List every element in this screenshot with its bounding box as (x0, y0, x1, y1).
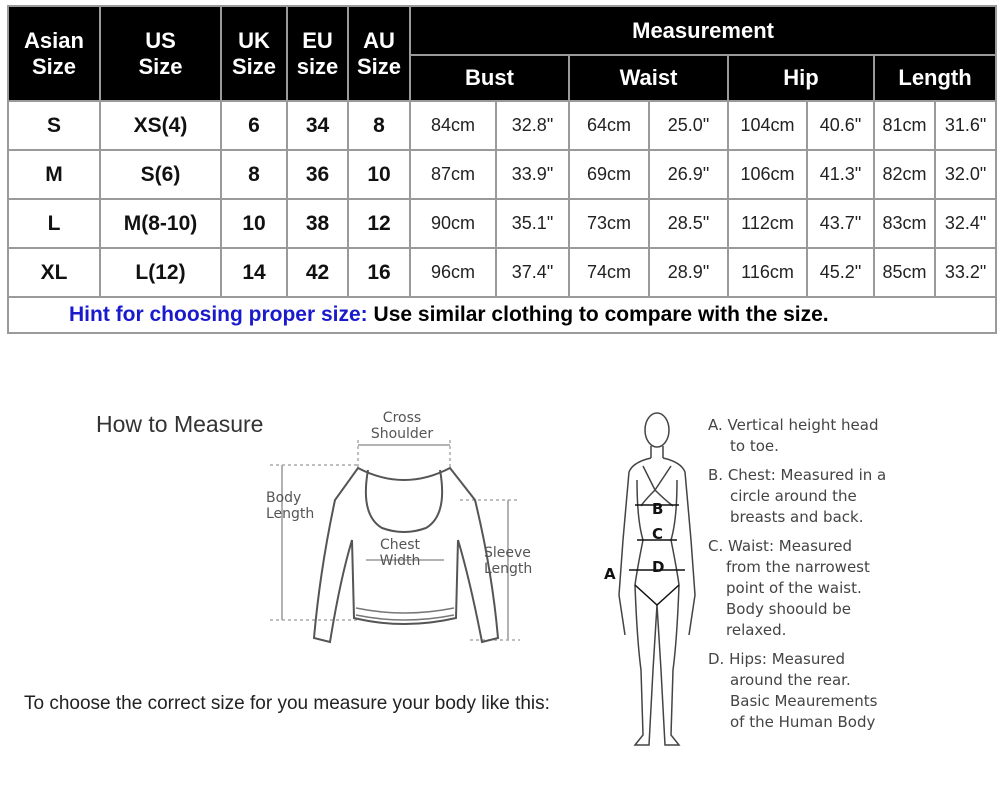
header-hip: Hip (728, 55, 874, 101)
cell-hip-cm: 116cm (728, 248, 807, 297)
cell-waist-in: 28.9" (649, 248, 728, 297)
cell-eu: 38 (287, 199, 348, 248)
cell-waist-in: 28.5" (649, 199, 728, 248)
cell-bust-cm: 90cm (410, 199, 496, 248)
figure-letter-a: A (604, 565, 616, 583)
cell-au: 10 (348, 150, 410, 199)
cell-bust-cm: 96cm (410, 248, 496, 297)
body-figure (615, 410, 705, 755)
note-b: B. Chest: Measured in a circle around the breasts and back. (708, 466, 887, 526)
sleeve-length-label: Sleeve Length (484, 545, 533, 577)
cell-asian: XL (8, 248, 100, 297)
cell-waist-cm: 64cm (569, 101, 649, 150)
cell-bust-in: 32.8" (496, 101, 569, 150)
cell-bust-cm: 84cm (410, 101, 496, 150)
note-d: D. Hips: Measured around the rear. Basic Meaurements of the Human Body (708, 650, 878, 731)
chest-width-label: Chest Width (379, 537, 421, 569)
cell-bust-in: 35.1" (496, 199, 569, 248)
cell-bust-in: 33.9" (496, 150, 569, 199)
cell-us: L(12) (100, 248, 221, 297)
cell-au: 12 (348, 199, 410, 248)
cell-bust-cm: 87cm (410, 150, 496, 199)
body-length-label: Body Length (266, 490, 315, 522)
hint-row (8, 297, 996, 333)
cell-hip-cm: 106cm (728, 150, 807, 199)
choose-size-text: To choose the correct size for you measure your body like this: (24, 693, 550, 714)
note-a: A. Vertical height head to toe. (708, 416, 879, 455)
header-measurement: Measurement (410, 6, 996, 55)
cell-length-cm: 83cm (874, 199, 935, 248)
cell-eu: 36 (287, 150, 348, 199)
hint-text: Use similar clothing to compare with the size. (373, 303, 829, 326)
cell-length-in: 31.6" (935, 101, 996, 150)
figure-letter-c: C (652, 525, 664, 543)
cell-asian: S (8, 101, 100, 150)
cell-waist-cm: 69cm (569, 150, 649, 199)
cell-uk: 6 (221, 101, 287, 150)
cell-us: S(6) (100, 150, 221, 199)
cell-waist-in: 26.9" (649, 150, 728, 199)
cell-waist-cm: 73cm (569, 199, 649, 248)
cell-waist-cm: 74cm (569, 248, 649, 297)
header-au-size: AU Size (348, 6, 410, 101)
cell-bust-in: 37.4" (496, 248, 569, 297)
cell-length-in: 33.2" (935, 248, 996, 297)
cell-length-cm: 81cm (874, 101, 935, 150)
cell-hip-in: 45.2" (807, 248, 874, 297)
header-waist: Waist (569, 55, 728, 101)
cell-length-in: 32.4" (935, 199, 996, 248)
cell-asian: M (8, 150, 100, 199)
cross-shoulder-label: Cross Shoulder (370, 410, 434, 442)
cell-au: 8 (348, 101, 410, 150)
size-chart-table (7, 5, 997, 334)
cell-asian: L (8, 199, 100, 248)
note-c: C. Waist: Measured from the narrowest point of the waist. Body shoould be relaxed. (708, 537, 870, 639)
cell-waist-in: 25.0" (649, 101, 728, 150)
header-eu-size: EU size (287, 6, 348, 101)
cell-length-in: 32.0" (935, 150, 996, 199)
header-asian-size: Asian Size (8, 6, 100, 101)
cell-us: XS(4) (100, 101, 221, 150)
cell-hip-cm: 112cm (728, 199, 807, 248)
cell-eu: 34 (287, 101, 348, 150)
table-row (8, 199, 996, 248)
figure-letter-b: B (652, 500, 664, 518)
cell-eu: 42 (287, 248, 348, 297)
table-row (8, 150, 996, 199)
table-row (8, 101, 996, 150)
cell-hip-cm: 104cm (728, 101, 807, 150)
cell-hip-in: 40.6" (807, 101, 874, 150)
cell-length-cm: 85cm (874, 248, 935, 297)
hint-cell (8, 297, 996, 333)
cell-uk: 10 (221, 199, 287, 248)
how-to-measure-section (0, 360, 1000, 785)
cell-uk: 14 (221, 248, 287, 297)
figure-letter-d: D (652, 558, 665, 576)
cell-hip-in: 41.3" (807, 150, 874, 199)
header-bust: Bust (410, 55, 569, 101)
header-us-size: US Size (100, 6, 221, 101)
hint-label: Hint for choosing proper size: (69, 303, 368, 326)
cell-uk: 8 (221, 150, 287, 199)
header-length: Length (874, 55, 996, 101)
cell-us: M(8-10) (100, 199, 221, 248)
cell-hip-in: 43.7" (807, 199, 874, 248)
measurement-notes (708, 415, 998, 741)
table-row (8, 248, 996, 297)
cell-length-cm: 82cm (874, 150, 935, 199)
how-to-measure-title: How to Measure (96, 411, 264, 437)
cell-au: 16 (348, 248, 410, 297)
header-uk-size: UK Size (221, 6, 287, 101)
